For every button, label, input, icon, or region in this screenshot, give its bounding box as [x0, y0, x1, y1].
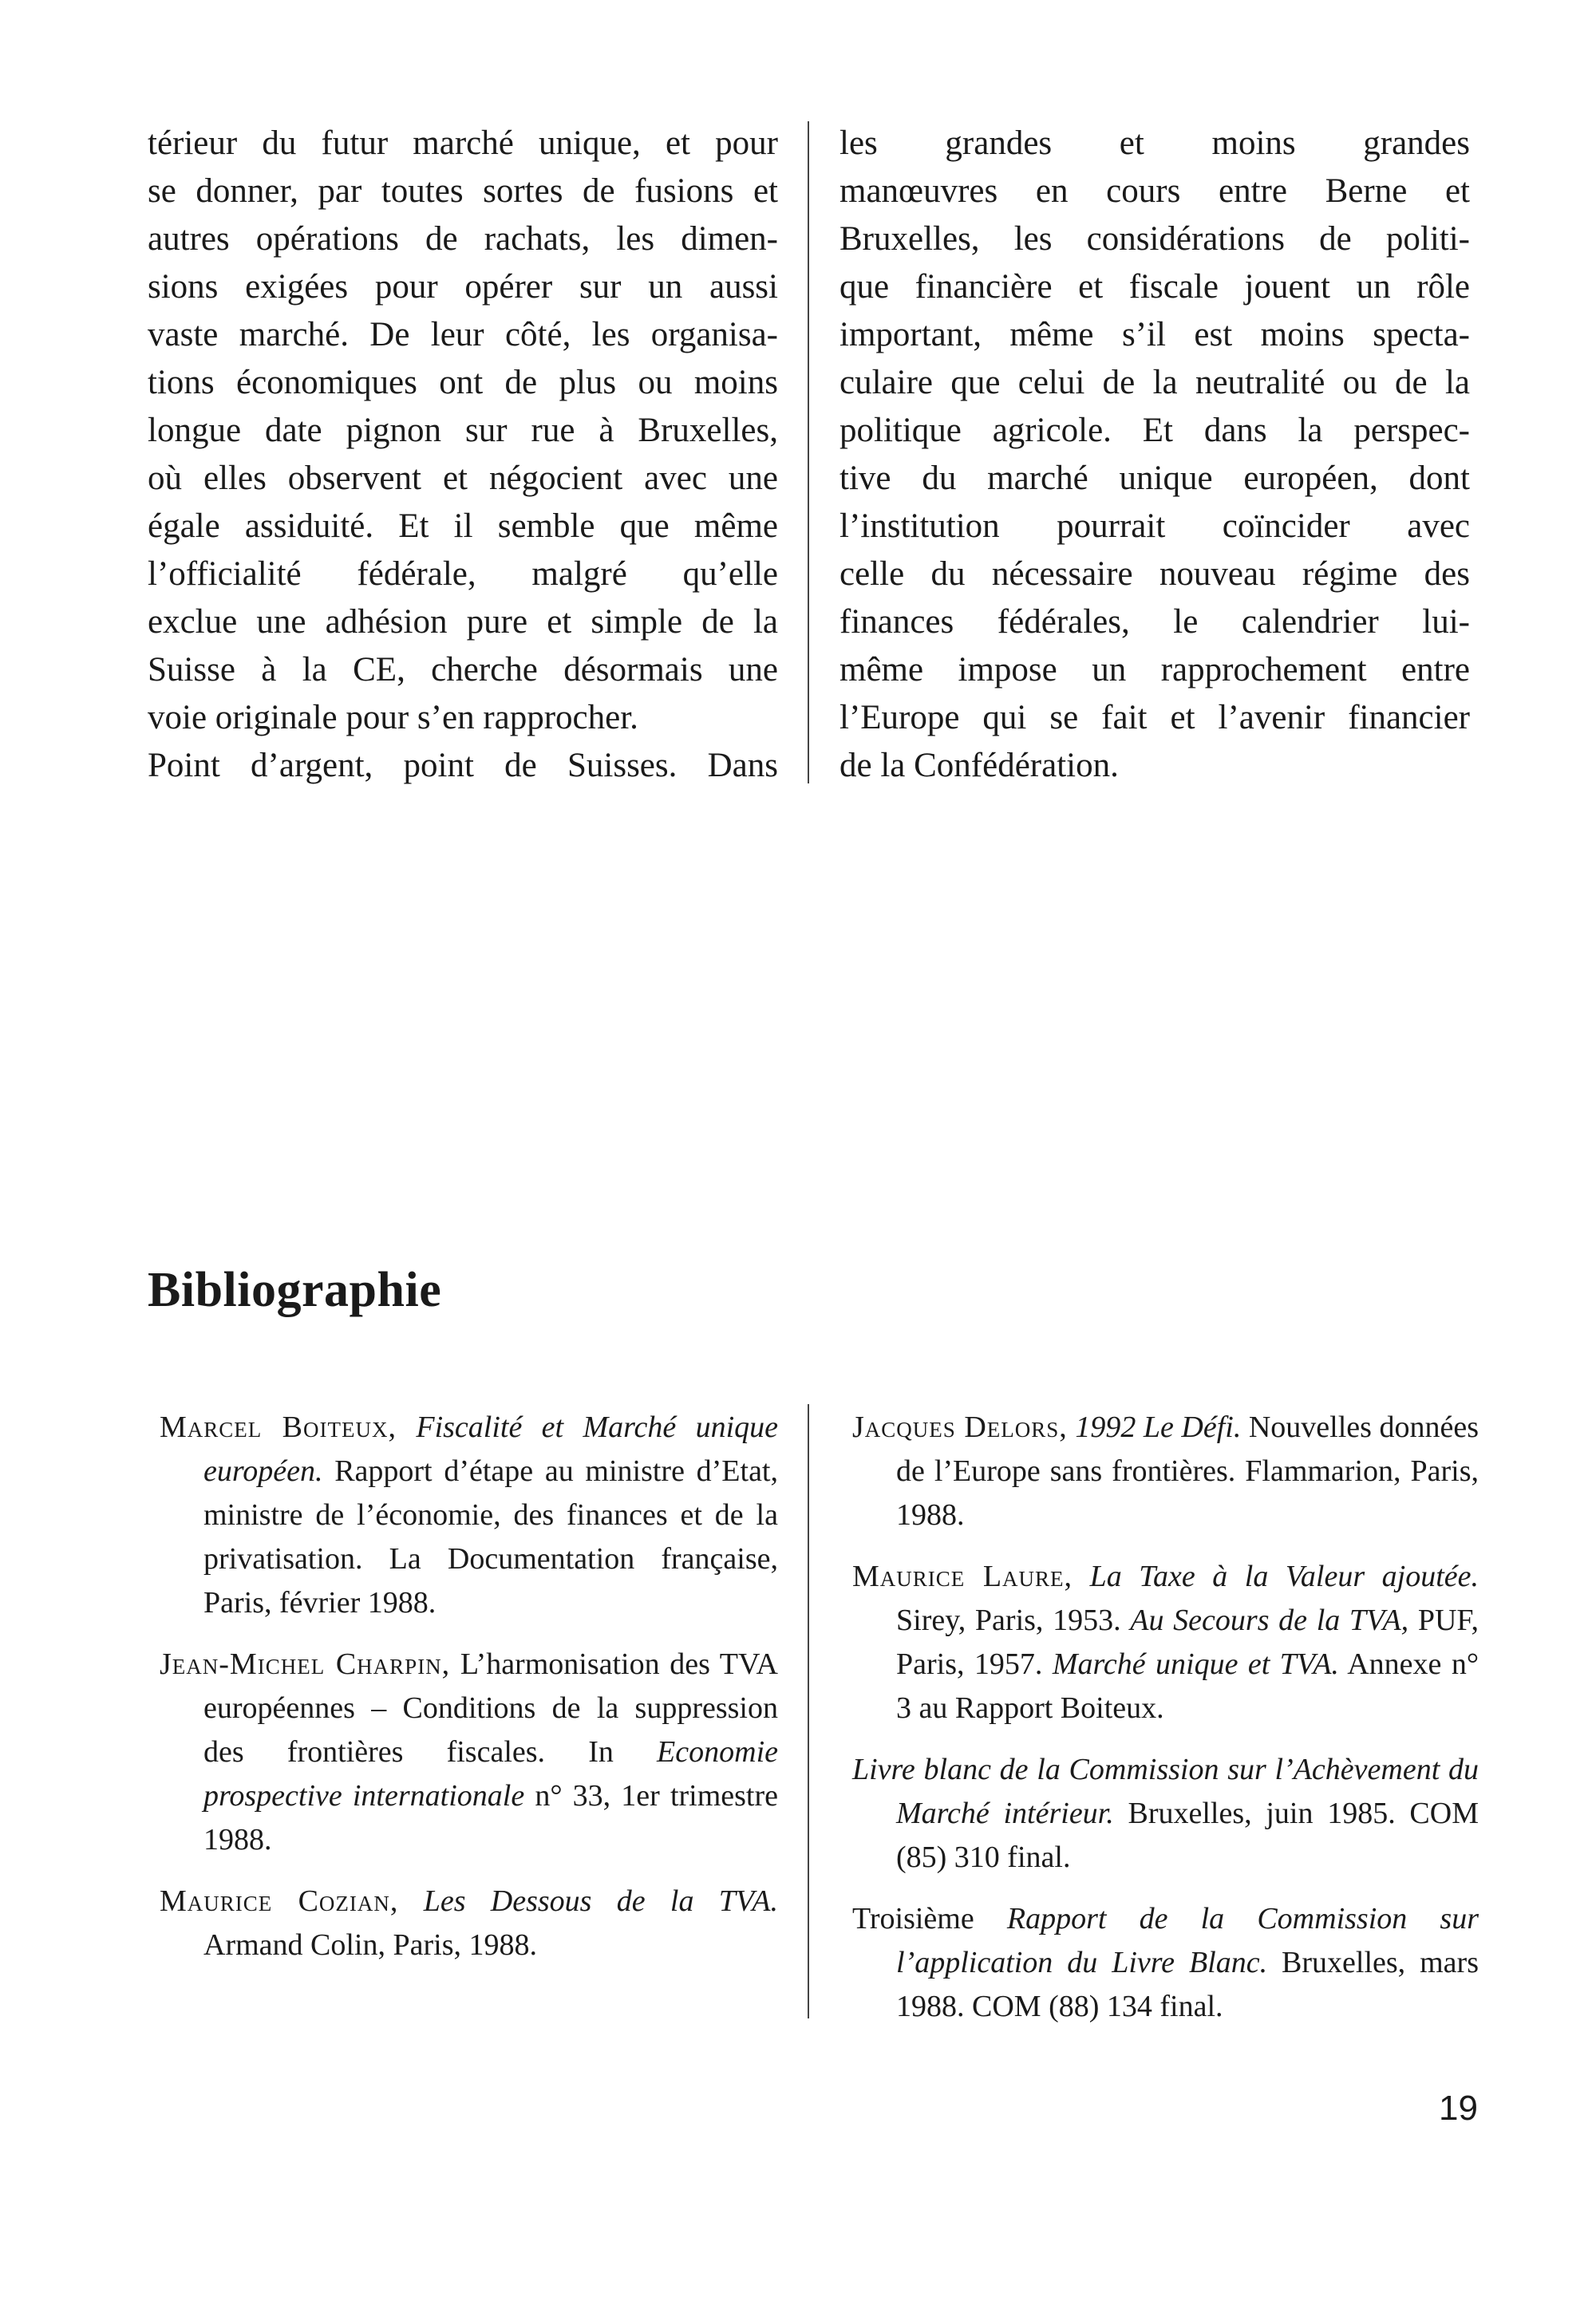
- page-number: 19: [1439, 2089, 1478, 2128]
- bibliography-heading: Bibliographie: [148, 1263, 442, 1317]
- bibliography-entry: [160, 1880, 778, 1967]
- bibliography-entry: [852, 1406, 1479, 1537]
- entry-details: Sirey, Paris, 1953.: [896, 1604, 1121, 1637]
- text-line: finances fédérales, le calendrier lui-: [839, 603, 1470, 641]
- bibliography-right-column: [852, 1406, 1479, 2046]
- body-text-right-column: [839, 120, 1470, 790]
- text-line: Suisse à la CE, cherche désormais une: [148, 651, 778, 689]
- text-line: important, même s’il est moins specta-: [839, 316, 1470, 353]
- bibliography-entry: [160, 1643, 778, 1862]
- entry-title: Livre blanc de la Commission sur l’Achèvement du Marché intérieur.: [852, 1753, 1479, 1830]
- text-line: les grandes et moins grandes: [839, 124, 1470, 162]
- bibliography-entry: [852, 1555, 1479, 1730]
- text-line: sions exigées pour opérer sur un aussi: [148, 268, 778, 306]
- entry-details: L’harmonisation des TVA européennes – Conditions de la suppression des frontières fiscales. In: [203, 1647, 779, 1769]
- entry-details: Bruxelles, mars 1988. COM (88) 134 final.: [896, 1946, 1479, 2023]
- text-line: même impose un rapprochement entre: [839, 651, 1470, 689]
- text-line: égale assiduité. Et il semble que même: [148, 507, 778, 545]
- text-line: de la Confédération.: [839, 747, 1119, 784]
- entry-author: Marcel Boiteux,: [160, 1411, 397, 1444]
- text-line: longue date pignon sur rue à Bruxelles,: [148, 412, 778, 449]
- text-line: voie originale pour s’en rapprocher.: [148, 699, 638, 736]
- text-line: l’institution pourrait coïncider avec: [839, 507, 1470, 545]
- text-line: l’Europe qui se fait et l’avenir financier: [839, 699, 1470, 736]
- bibliography-entry: [852, 1748, 1479, 1880]
- body-text-left-column: [148, 120, 778, 790]
- entry-author: Jacques Delors,: [852, 1411, 1068, 1444]
- entry-details: Troisième: [852, 1902, 974, 1935]
- entry-title: Fiscalité et Marché unique européen.: [203, 1411, 779, 1488]
- text-line: exclue une adhésion pure et simple de la: [148, 603, 778, 641]
- bibliography-entry: [160, 1406, 778, 1625]
- entry-title: La Taxe à la Valeur ajoutée.: [1089, 1560, 1479, 1593]
- entry-details: n° 33, 1er trimestre 1988.: [203, 1779, 778, 1856]
- text-line: Bruxelles, les considérations de politi-: [839, 220, 1470, 258]
- entry-title: Marché unique et TVA.: [1052, 1647, 1339, 1681]
- column-divider-bibliography: [808, 1404, 809, 2018]
- entry-title: Les Dessous de la TVA.: [423, 1884, 778, 1918]
- text-line: culaire que celui de la neutralité ou de la: [839, 364, 1470, 401]
- text-line: vaste marché. De leur côté, les organisa-: [148, 316, 778, 353]
- entry-title: Rapport de la Commission sur l’application du Livre Blanc.: [896, 1902, 1479, 1979]
- text-line: politique agricole. Et dans la perspec-: [839, 412, 1470, 449]
- column-divider-top: [808, 121, 809, 783]
- entry-author: Jean-Michel Charpin,: [160, 1647, 451, 1681]
- entry-details: Nouvelles données de l’Europe sans frontières. Flammarion, Paris, 1988.: [896, 1411, 1479, 1532]
- bibliography-entry: [852, 1897, 1479, 2029]
- text-line: autres opérations de rachats, les dimen-: [148, 220, 778, 258]
- text-line: tive du marché unique européen, dont: [839, 460, 1470, 497]
- text-line: tions économiques ont de plus ou moins: [148, 364, 778, 401]
- bibliography-left-column: [160, 1406, 778, 1985]
- text-line: manœuvres en cours entre Berne et: [839, 172, 1470, 210]
- entry-author: Maurice Laure,: [852, 1560, 1073, 1593]
- entry-title: Economie prospective internationale: [203, 1735, 778, 1813]
- entry-details: PUF, Paris, 1957.: [896, 1604, 1479, 1681]
- entry-title: Au Secours de la TVA,: [1130, 1604, 1409, 1637]
- entry-details: Rapport d’étape au ministre d’Etat, ministre de l’économie, des finances et de la privatisation. La Documentation française, Paris, février 1988.: [203, 1454, 778, 1620]
- text-line: que financière et fiscale jouent un rôle: [839, 268, 1470, 306]
- text-line: se donner, par toutes sortes de fusions et: [148, 172, 778, 210]
- entry-author: Maurice Cozian,: [160, 1884, 399, 1918]
- text-line: celle du nécessaire nouveau régime des: [839, 555, 1470, 593]
- text-line: Point d’argent, point de Suisses. Dans: [148, 747, 778, 784]
- entry-details: Armand Colin, Paris, 1988.: [203, 1928, 537, 1962]
- entry-details: Bruxelles, juin 1985. COM (85) 310 final.: [896, 1797, 1479, 1874]
- text-line: où elles observent et négocient avec une: [148, 460, 778, 497]
- text-line: térieur du futur marché unique, et pour: [148, 124, 778, 162]
- entry-title: 1992 Le Défi.: [1075, 1411, 1242, 1444]
- entry-details: Annexe n° 3 au Rapport Boiteux.: [896, 1647, 1479, 1725]
- text-line: l’officialité fédérale, malgré qu’elle: [148, 555, 778, 593]
